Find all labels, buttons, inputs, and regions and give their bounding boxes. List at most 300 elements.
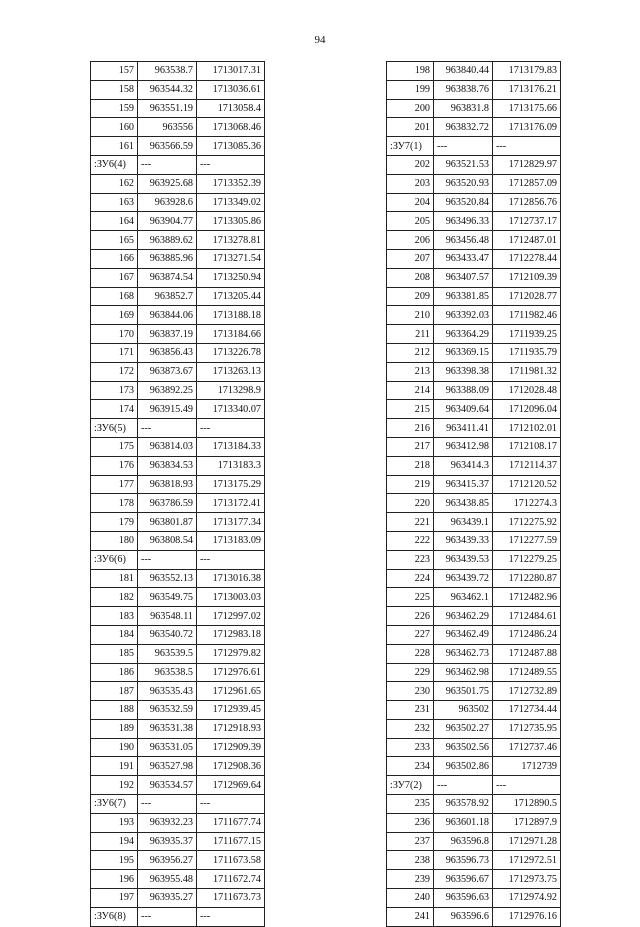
y-coordinate: 1712969.64 — [197, 776, 265, 795]
y-coordinate: 1713226.78 — [197, 343, 265, 362]
section-label: :ЗУ6(7) — [91, 795, 138, 814]
x-coordinate: 963838.76 — [434, 80, 493, 99]
point-number: 219 — [387, 475, 434, 494]
point-number: 183 — [91, 607, 138, 626]
x-coordinate: 963548.11 — [138, 607, 197, 626]
x-coordinate: 963928.6 — [138, 193, 197, 212]
x-coordinate: --- — [138, 155, 197, 174]
point-number: 213 — [387, 362, 434, 381]
y-coordinate: 1712486.24 — [493, 625, 561, 644]
x-coordinate: 963578.92 — [434, 795, 493, 814]
x-coordinate: 963801.87 — [138, 513, 197, 532]
y-coordinate: 1713349.02 — [197, 193, 265, 212]
table-row — [91, 231, 265, 250]
x-coordinate: 963566.59 — [138, 137, 197, 156]
x-coordinate: --- — [138, 907, 197, 926]
point-number: 180 — [91, 531, 138, 550]
y-coordinate: 1713188.18 — [197, 306, 265, 325]
y-coordinate: 1713340.07 — [197, 400, 265, 419]
y-coordinate: 1713205.44 — [197, 287, 265, 306]
table-row — [91, 738, 265, 757]
y-coordinate: 1713175.29 — [197, 475, 265, 494]
y-coordinate: 1713068.46 — [197, 118, 265, 137]
table-row — [387, 625, 561, 644]
x-coordinate: 963534.57 — [138, 776, 197, 795]
y-coordinate: 1712939.45 — [197, 701, 265, 720]
table-row — [91, 644, 265, 663]
table-row — [387, 287, 561, 306]
table-row — [91, 569, 265, 588]
table-row — [387, 400, 561, 419]
y-coordinate: 1713184.66 — [197, 325, 265, 344]
table-row — [387, 550, 561, 569]
x-coordinate: 963439.53 — [434, 550, 493, 569]
x-coordinate: 963439.33 — [434, 531, 493, 550]
table-row — [387, 851, 561, 870]
y-coordinate: 1712109.39 — [493, 268, 561, 287]
y-coordinate: 1712108.17 — [493, 437, 561, 456]
table-row — [387, 118, 561, 137]
point-number: 235 — [387, 795, 434, 814]
y-coordinate: --- — [197, 550, 265, 569]
x-coordinate: 963520.93 — [434, 174, 493, 193]
table-row — [387, 419, 561, 438]
x-coordinate: 963596.67 — [434, 870, 493, 889]
point-number: 165 — [91, 231, 138, 250]
x-coordinate: 963956.27 — [138, 851, 197, 870]
y-coordinate: 1712997.02 — [197, 607, 265, 626]
x-coordinate: 963462.49 — [434, 625, 493, 644]
point-number: 193 — [91, 813, 138, 832]
y-coordinate: 1713184.33 — [197, 437, 265, 456]
point-number: 211 — [387, 325, 434, 344]
table-row — [387, 362, 561, 381]
table-row — [91, 400, 265, 419]
point-number: 188 — [91, 701, 138, 720]
y-coordinate: 1711981.32 — [493, 362, 561, 381]
x-coordinate: 963844.06 — [138, 306, 197, 325]
x-coordinate: 963462.1 — [434, 588, 493, 607]
y-coordinate: --- — [197, 155, 265, 174]
x-coordinate: 963832.72 — [434, 118, 493, 137]
point-number: 204 — [387, 193, 434, 212]
table-row — [387, 212, 561, 231]
y-coordinate: 1713016.38 — [197, 569, 265, 588]
point-number: 218 — [387, 456, 434, 475]
point-number: 236 — [387, 813, 434, 832]
x-coordinate: 963414.3 — [434, 456, 493, 475]
y-coordinate: 1712983.18 — [197, 625, 265, 644]
point-number: 160 — [91, 118, 138, 137]
y-coordinate: 1711677.74 — [197, 813, 265, 832]
point-number: 221 — [387, 513, 434, 532]
point-number: 184 — [91, 625, 138, 644]
y-coordinate: 1713179.83 — [493, 62, 561, 81]
table-row — [91, 531, 265, 550]
point-number: 181 — [91, 569, 138, 588]
table-row — [91, 456, 265, 475]
y-coordinate: 1712028.48 — [493, 381, 561, 400]
x-coordinate: --- — [434, 776, 493, 795]
y-coordinate: 1712279.25 — [493, 550, 561, 569]
table-row — [387, 738, 561, 757]
x-coordinate: 963544.32 — [138, 80, 197, 99]
y-coordinate: 1712973.75 — [493, 870, 561, 889]
y-coordinate: 1713305.86 — [197, 212, 265, 231]
point-number: 173 — [91, 381, 138, 400]
x-coordinate: 963398.38 — [434, 362, 493, 381]
y-coordinate: 1712918.93 — [197, 719, 265, 738]
y-coordinate: 1712120.52 — [493, 475, 561, 494]
table-row — [91, 625, 265, 644]
y-coordinate: 1712482.96 — [493, 588, 561, 607]
point-number: 206 — [387, 231, 434, 250]
y-coordinate: 1711982.46 — [493, 306, 561, 325]
y-coordinate: 1712489.55 — [493, 663, 561, 682]
x-coordinate: 963932.23 — [138, 813, 197, 832]
table-row — [91, 494, 265, 513]
table-row — [91, 588, 265, 607]
x-coordinate: 963556 — [138, 118, 197, 137]
table-row — [387, 682, 561, 701]
y-coordinate: 1713352.39 — [197, 174, 265, 193]
point-number: 202 — [387, 155, 434, 174]
x-coordinate: 963552.13 — [138, 569, 197, 588]
point-number: 195 — [91, 851, 138, 870]
table-row — [91, 813, 265, 832]
y-coordinate: 1712739 — [493, 757, 561, 776]
y-coordinate: 1713183.3 — [197, 456, 265, 475]
table-row — [387, 494, 561, 513]
x-coordinate: 963502 — [434, 701, 493, 720]
y-coordinate: 1713003.03 — [197, 588, 265, 607]
y-coordinate: 1712897.9 — [493, 813, 561, 832]
point-number: 157 — [91, 62, 138, 81]
x-coordinate: 963852.7 — [138, 287, 197, 306]
point-number: 207 — [387, 249, 434, 268]
x-coordinate: 963549.75 — [138, 588, 197, 607]
x-coordinate: 963538.5 — [138, 663, 197, 682]
section-row — [91, 550, 265, 569]
point-number: 190 — [91, 738, 138, 757]
table-row — [91, 193, 265, 212]
point-number: 170 — [91, 325, 138, 344]
x-coordinate: 963935.37 — [138, 832, 197, 851]
table-row — [387, 757, 561, 776]
x-coordinate: 963814.03 — [138, 437, 197, 456]
y-coordinate: 1713271.54 — [197, 249, 265, 268]
point-number: 162 — [91, 174, 138, 193]
table-row — [387, 155, 561, 174]
point-number: 203 — [387, 174, 434, 193]
table-row — [91, 513, 265, 532]
point-number: 215 — [387, 400, 434, 419]
point-number: 172 — [91, 362, 138, 381]
table-row — [387, 475, 561, 494]
table-row — [387, 193, 561, 212]
y-coordinate: --- — [197, 907, 265, 926]
point-number: 223 — [387, 550, 434, 569]
point-number: 185 — [91, 644, 138, 663]
point-number: 182 — [91, 588, 138, 607]
point-number: 209 — [387, 287, 434, 306]
point-number: 200 — [387, 99, 434, 118]
point-number: 239 — [387, 870, 434, 889]
x-coordinate: 963834.53 — [138, 456, 197, 475]
x-coordinate: 963889.62 — [138, 231, 197, 250]
x-coordinate: 963551.19 — [138, 99, 197, 118]
x-coordinate: 963407.57 — [434, 268, 493, 287]
point-number: 186 — [91, 663, 138, 682]
table-row — [91, 80, 265, 99]
x-coordinate: 963808.54 — [138, 531, 197, 550]
table-row — [91, 212, 265, 231]
table-row — [387, 325, 561, 344]
table-row — [387, 531, 561, 550]
table-row — [387, 437, 561, 456]
y-coordinate: 1712484.61 — [493, 607, 561, 626]
x-coordinate: --- — [138, 419, 197, 438]
y-coordinate: 1712096.04 — [493, 400, 561, 419]
section-row — [91, 419, 265, 438]
y-coordinate: --- — [197, 419, 265, 438]
table-row — [387, 870, 561, 889]
x-coordinate: 963873.67 — [138, 362, 197, 381]
point-number: 161 — [91, 137, 138, 156]
table-row — [91, 870, 265, 889]
x-coordinate: 963502.27 — [434, 719, 493, 738]
y-coordinate: 1712972.51 — [493, 851, 561, 870]
table-row — [387, 813, 561, 832]
table-row — [387, 174, 561, 193]
section-row — [387, 776, 561, 795]
x-coordinate: 963538.7 — [138, 62, 197, 81]
point-number: 169 — [91, 306, 138, 325]
point-number: 189 — [91, 719, 138, 738]
x-coordinate: 963520.84 — [434, 193, 493, 212]
y-coordinate: 1713172.41 — [197, 494, 265, 513]
table-row — [387, 62, 561, 81]
x-coordinate: 963532.59 — [138, 701, 197, 720]
coordinates-table-left — [90, 61, 265, 927]
x-coordinate: 963935.27 — [138, 889, 197, 908]
table-row — [91, 682, 265, 701]
y-coordinate: 1712974.92 — [493, 889, 561, 908]
y-coordinate: 1712274.3 — [493, 494, 561, 513]
y-coordinate: 1713017.31 — [197, 62, 265, 81]
point-number: 205 — [387, 212, 434, 231]
table-row — [91, 325, 265, 344]
y-coordinate: 1711677.15 — [197, 832, 265, 851]
x-coordinate: 963596.8 — [434, 832, 493, 851]
table-row — [91, 701, 265, 720]
point-number: 196 — [91, 870, 138, 889]
y-coordinate: 1712737.46 — [493, 738, 561, 757]
page-number: 94 — [314, 34, 326, 46]
table-row — [387, 907, 561, 926]
table-row — [387, 607, 561, 626]
point-number: 201 — [387, 118, 434, 137]
table-row — [387, 588, 561, 607]
table-row — [91, 118, 265, 137]
section-label: :ЗУ6(8) — [91, 907, 138, 926]
y-coordinate: 1713298.9 — [197, 381, 265, 400]
y-coordinate: 1712908.36 — [197, 757, 265, 776]
table-row — [387, 701, 561, 720]
point-number: 212 — [387, 343, 434, 362]
y-coordinate: 1712961.65 — [197, 682, 265, 701]
x-coordinate: 963501.75 — [434, 682, 493, 701]
x-coordinate: 963596.6 — [434, 907, 493, 926]
x-coordinate: 963837.19 — [138, 325, 197, 344]
point-number: 227 — [387, 625, 434, 644]
x-coordinate: 963388.09 — [434, 381, 493, 400]
table-row — [387, 249, 561, 268]
x-coordinate: 963539.5 — [138, 644, 197, 663]
x-coordinate: 963786.59 — [138, 494, 197, 513]
table-row — [387, 80, 561, 99]
table-row — [91, 174, 265, 193]
y-coordinate: 1711939.25 — [493, 325, 561, 344]
y-coordinate: 1712735.95 — [493, 719, 561, 738]
x-coordinate: 963409.64 — [434, 400, 493, 419]
table-row — [91, 607, 265, 626]
x-coordinate: 963596.73 — [434, 851, 493, 870]
table-row — [387, 306, 561, 325]
table-row — [387, 719, 561, 738]
table-row — [387, 832, 561, 851]
point-number: 166 — [91, 249, 138, 268]
table-row — [387, 99, 561, 118]
point-number: 220 — [387, 494, 434, 513]
y-coordinate: 1712277.59 — [493, 531, 561, 550]
x-coordinate: 963535.43 — [138, 682, 197, 701]
y-coordinate: 1712909.39 — [197, 738, 265, 757]
y-coordinate: 1713278.81 — [197, 231, 265, 250]
table-row — [91, 381, 265, 400]
table-row — [91, 249, 265, 268]
y-coordinate: 1713176.21 — [493, 80, 561, 99]
section-label: :ЗУ7(2) — [387, 776, 434, 795]
y-coordinate: 1712734.44 — [493, 701, 561, 720]
table-row — [91, 475, 265, 494]
point-number: 226 — [387, 607, 434, 626]
point-number: 231 — [387, 701, 434, 720]
table-row — [91, 343, 265, 362]
x-coordinate: 963369.15 — [434, 343, 493, 362]
point-number: 159 — [91, 99, 138, 118]
table-row — [387, 644, 561, 663]
x-coordinate: 963892.25 — [138, 381, 197, 400]
point-number: 216 — [387, 419, 434, 438]
point-number: 229 — [387, 663, 434, 682]
point-number: 238 — [387, 851, 434, 870]
y-coordinate: 1712280.87 — [493, 569, 561, 588]
point-number: 187 — [91, 682, 138, 701]
y-coordinate: 1713175.66 — [493, 99, 561, 118]
y-coordinate: 1713263.13 — [197, 362, 265, 381]
point-number: 178 — [91, 494, 138, 513]
table-row — [387, 663, 561, 682]
x-coordinate: 963433.47 — [434, 249, 493, 268]
y-coordinate: 1712102.01 — [493, 419, 561, 438]
section-label: :ЗУ6(6) — [91, 550, 138, 569]
table-row — [91, 437, 265, 456]
y-coordinate: 1713036.61 — [197, 80, 265, 99]
x-coordinate: 963596.63 — [434, 889, 493, 908]
y-coordinate: 1713183.09 — [197, 531, 265, 550]
y-coordinate: 1712857.09 — [493, 174, 561, 193]
table-row — [387, 231, 561, 250]
y-coordinate: 1711935.79 — [493, 343, 561, 362]
y-coordinate: 1713176.09 — [493, 118, 561, 137]
point-number: 233 — [387, 738, 434, 757]
section-row — [91, 155, 265, 174]
x-coordinate: 963392.03 — [434, 306, 493, 325]
y-coordinate: 1712275.92 — [493, 513, 561, 532]
x-coordinate: 963874.54 — [138, 268, 197, 287]
x-coordinate: 963601.18 — [434, 813, 493, 832]
y-coordinate: 1712737.17 — [493, 212, 561, 231]
x-coordinate: 963411.41 — [434, 419, 493, 438]
table-row — [387, 456, 561, 475]
x-coordinate: 963818.93 — [138, 475, 197, 494]
y-coordinate: --- — [197, 795, 265, 814]
table-row — [387, 343, 561, 362]
y-coordinate: 1712890.5 — [493, 795, 561, 814]
x-coordinate: 963531.05 — [138, 738, 197, 757]
point-number: 198 — [387, 62, 434, 81]
y-coordinate: 1712732.89 — [493, 682, 561, 701]
y-coordinate: 1712487.01 — [493, 231, 561, 250]
table-row — [91, 832, 265, 851]
y-coordinate: 1713177.34 — [197, 513, 265, 532]
x-coordinate: 963925.68 — [138, 174, 197, 193]
x-coordinate: 963462.29 — [434, 607, 493, 626]
point-number: 234 — [387, 757, 434, 776]
point-number: 158 — [91, 80, 138, 99]
x-coordinate: 963412.98 — [434, 437, 493, 456]
table-row — [387, 381, 561, 400]
point-number: 167 — [91, 268, 138, 287]
point-number: 192 — [91, 776, 138, 795]
y-coordinate: 1712829.97 — [493, 155, 561, 174]
x-coordinate: 963381.85 — [434, 287, 493, 306]
x-coordinate: 963531.38 — [138, 719, 197, 738]
y-coordinate: 1712856.76 — [493, 193, 561, 212]
point-number: 237 — [387, 832, 434, 851]
point-number: 208 — [387, 268, 434, 287]
table-row — [91, 287, 265, 306]
point-number: 217 — [387, 437, 434, 456]
x-coordinate: 963904.77 — [138, 212, 197, 231]
point-number: 222 — [387, 531, 434, 550]
point-number: 163 — [91, 193, 138, 212]
point-number: 197 — [91, 889, 138, 908]
point-number: 174 — [91, 400, 138, 419]
y-coordinate: 1711672.74 — [197, 870, 265, 889]
x-coordinate: --- — [138, 550, 197, 569]
table-row — [91, 663, 265, 682]
x-coordinate: 963521.53 — [434, 155, 493, 174]
y-coordinate: 1712114.37 — [493, 456, 561, 475]
x-coordinate: 963831.8 — [434, 99, 493, 118]
point-number: 230 — [387, 682, 434, 701]
x-coordinate: 963438.85 — [434, 494, 493, 513]
y-coordinate: 1712028.77 — [493, 287, 561, 306]
table-row — [91, 137, 265, 156]
y-coordinate: 1711673.73 — [197, 889, 265, 908]
